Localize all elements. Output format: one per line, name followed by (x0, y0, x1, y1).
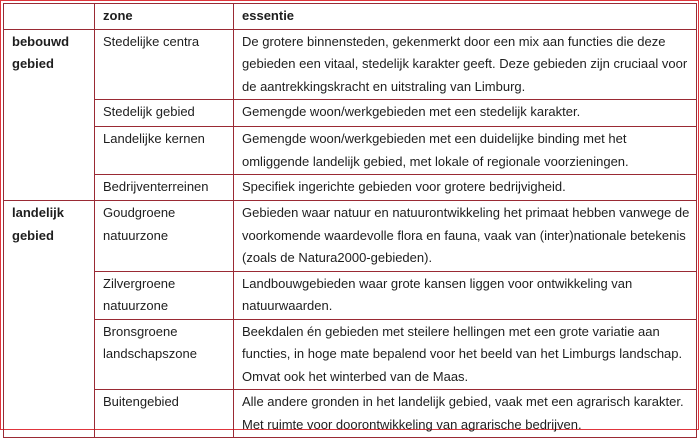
essentie-cell: Specifiek ingerichte gebieden voor grotere bedrijvigheid. (234, 175, 697, 201)
table-row (4, 100, 697, 127)
table-row (4, 127, 697, 175)
zone-cell: Bedrijventerreinen (95, 175, 234, 201)
essentie-cell: Alle andere gronden in het landelijk gebied, vaak met een agrarisch karakter. Met ruimte voor doorontwikkeling van agrarische bedrijven. (234, 390, 697, 438)
group-label-landelijk-gebied: landelijk gebied (4, 201, 95, 438)
header-essentie: essentie (234, 4, 697, 30)
table-row (4, 390, 697, 438)
essentie-cell: Landbouwgebieden waar grote kansen liggen voor ontwikkeling van natuurwaarden. (234, 271, 697, 319)
zone-cell: Stedelijk gebied (95, 100, 234, 127)
essentie-cell: Gebieden waar natuur en natuurontwikkeling het primaat hebben vanwege de voorkomende waardevolle flora en fauna, vaak van (inter)nationale betekenis (zoals de Natura2000-gebieden). (234, 201, 697, 272)
table-row (4, 29, 697, 100)
essentie-cell: De grotere binnensteden, gekenmerkt door een mix aan functies die deze gebieden een vitaal, stedelijk karakter geeft. Deze gebieden zijn cruciaal voor de aantrekkingskracht en uitstraling van Limburg. (234, 29, 697, 100)
essentie-cell: Gemengde woon/werkgebieden met een stedelijk karakter. (234, 100, 697, 127)
zone-cell: Goudgroene natuurzone (95, 201, 234, 272)
zone-cell: Buitengebied (95, 390, 234, 438)
essentie-cell: Gemengde woon/werkgebieden met een duidelijke binding met het omliggende landelijk gebied, met lokale of regionale voorzieningen. (234, 127, 697, 175)
table-row (4, 271, 697, 319)
header-zone: zone (95, 4, 234, 30)
table-row (4, 175, 697, 201)
header-row (4, 4, 697, 30)
zone-cell: Bronsgroene landschapszone (95, 319, 234, 390)
essentie-cell: Beekdalen én gebieden met steilere hellingen met een grote variatie aan functies, in hoge mate bepalend voor het beeld van het Limburgs landschap. Omvat ook het winterbed van de Maas. (234, 319, 697, 390)
zone-cell: Stedelijke centra (95, 29, 234, 100)
table-row (4, 201, 697, 272)
zones-table (3, 3, 697, 438)
table-row (4, 319, 697, 390)
zone-cell: Zilvergroene natuurzone (95, 271, 234, 319)
header-group (4, 4, 95, 30)
group-label-bebouwd-gebied: bebouwd gebied (4, 29, 95, 201)
zone-cell: Landelijke kernen (95, 127, 234, 175)
